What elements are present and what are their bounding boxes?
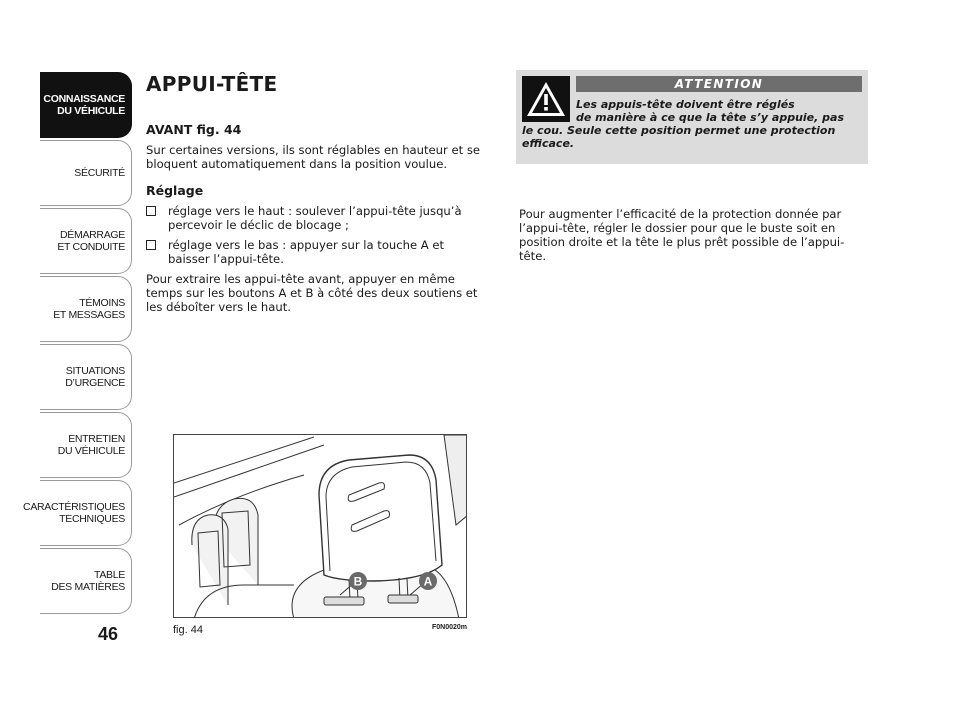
page-number: 46 — [97, 624, 119, 644]
attention-header: ATTENTION — [576, 76, 862, 92]
list-item — [146, 238, 486, 266]
section-tabs — [23, 72, 134, 616]
callout-b-label: B — [353, 574, 363, 589]
list-item — [146, 204, 486, 232]
tab-label: DÉMARRAGE ET CONDUITE — [57, 229, 125, 253]
intro-paragraph: Sur certaines versions, ils sont réglables en hauteur et se bloquent automatiquement dans la position voulue. — [146, 143, 481, 171]
section-subtitle: AVANT fig. 44 — [146, 122, 242, 137]
figure-code: F0N0020m — [432, 624, 468, 631]
attention-line: Les appuis-tête doivent être réglés — [576, 98, 795, 111]
tab-demarrage-conduite[interactable] — [40, 208, 132, 274]
efficiency-paragraph: Pour augmenter l’efficacité de la protection donnée par l’appui-tête, régler le dossier pour que le buste soit en position droite et la tête le plus prêt possible de l’appui-tête. — [519, 207, 845, 263]
tab-situations-urgence[interactable] — [40, 344, 132, 410]
callout-a-label: A — [423, 574, 433, 589]
tab-table-matieres[interactable] — [40, 548, 132, 614]
attention-line: le cou. Seule cette position permet une protection efficace. — [522, 124, 836, 150]
removal-paragraph: Pour extraire les appui-tête avant, appuyer en même temps sur les boutons A et B à côté des deux soutiens et les déboîter vers le haut. — [146, 272, 478, 314]
tab-label: TÉMOINS ET MESSAGES — [53, 297, 125, 321]
list-item-text: réglage vers le bas : appuyer sur la touche A et baisser l’appui-tête. — [168, 238, 445, 266]
attention-box — [516, 70, 868, 164]
checkbox-bullet-icon — [146, 240, 156, 250]
tab-securite[interactable] — [40, 140, 132, 206]
attention-line: de manière à ce que la tête s’y appuie, pas — [576, 111, 844, 124]
tab-temoins-messages[interactable] — [40, 276, 132, 342]
tab-caracteristiques-techniques[interactable] — [23, 480, 132, 546]
adjust-heading: Réglage — [146, 183, 204, 198]
callout-a — [419, 572, 437, 590]
tab-label: SITUATIONS D’URGENCE — [65, 365, 125, 389]
tab-label: TABLE DES MATIÈRES — [51, 569, 125, 593]
headrest-drawing — [174, 435, 467, 618]
tab-label: CONNAISSANCE DU VÉHICULE — [43, 93, 125, 117]
tab-label: CARACTÉRISTIQUES TECHNIQUES — [23, 501, 125, 525]
tab-connaissance-vehicule[interactable] — [40, 72, 132, 138]
figure-caption: fig. 44 — [173, 624, 203, 636]
tab-entretien-vehicule[interactable] — [40, 412, 132, 478]
callout-b — [349, 572, 367, 590]
tab-label: SÉCURITÉ — [74, 167, 125, 179]
headrest-illustration — [173, 434, 467, 618]
adjust-list — [146, 204, 486, 266]
right-text-column — [519, 207, 869, 263]
tab-label: ENTRETIEN DU VÉHICULE — [57, 433, 125, 457]
page-title: APPUI-TÊTE — [146, 72, 278, 96]
list-item-text: réglage vers le haut : soulever l’appui-tête jusqu’à percevoir le déclic de blocage ; — [168, 204, 462, 232]
attention-text — [522, 98, 862, 150]
checkbox-bullet-icon — [146, 206, 156, 216]
main-text-column — [146, 70, 486, 314]
